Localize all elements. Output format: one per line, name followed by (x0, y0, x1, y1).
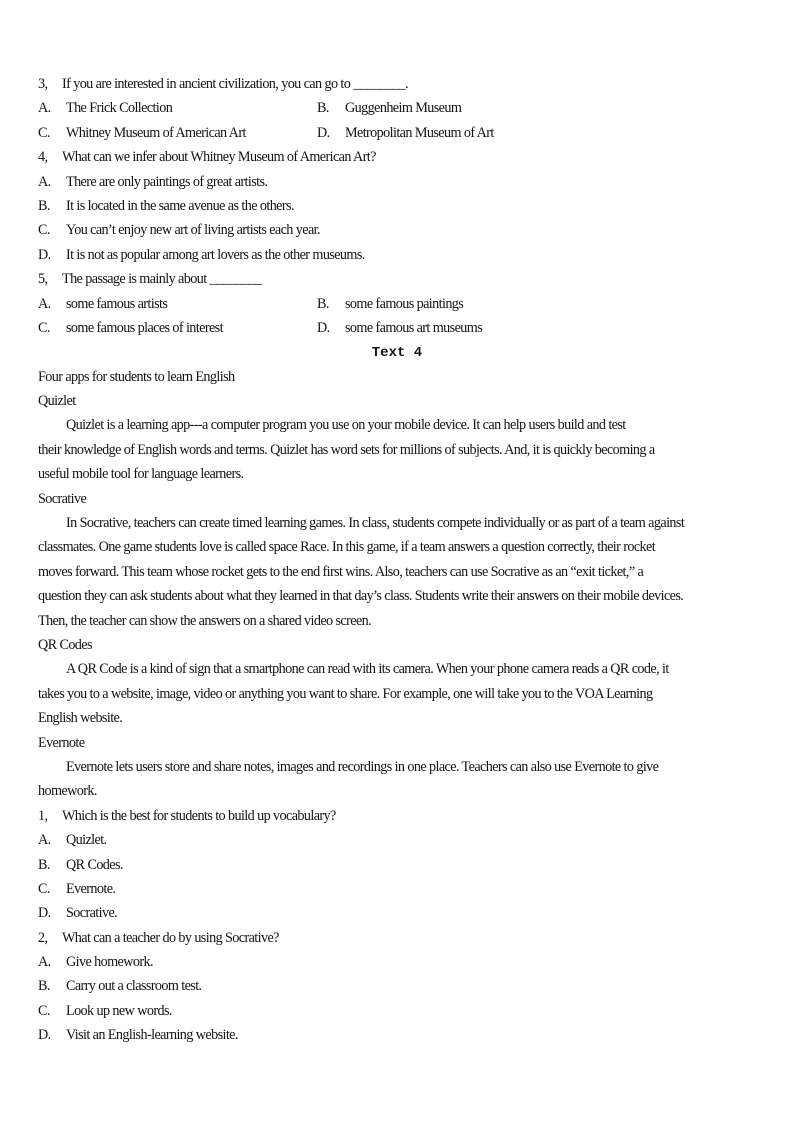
option-letter: D. (38, 905, 51, 922)
question-line (38, 267, 756, 291)
paragraph-line (38, 462, 756, 486)
option-text: Evernote. (66, 880, 116, 897)
section-label (38, 731, 756, 755)
option-text: Whitney Museum of American Art (66, 124, 246, 141)
option-line (38, 218, 756, 242)
option-letter: B. (317, 295, 329, 312)
paragraph-line (38, 609, 756, 633)
section-label (38, 389, 756, 413)
document-content (38, 72, 756, 1048)
option-line (38, 901, 756, 925)
paragraph-text: useful mobile tool for language learners. (38, 466, 244, 483)
question-number: 3, (38, 76, 48, 92)
paragraph-text: their knowledge of English words and terms. Quizlet has word sets for millions of subjects. And, it is quickly becoming a (38, 441, 655, 458)
option-letter: B. (38, 197, 50, 214)
option-text: Metropolitan Museum of Art (345, 124, 494, 141)
question-number: 4, (38, 149, 48, 166)
text-section-heading-label: Text 4 (371, 345, 423, 362)
option-line (38, 170, 756, 194)
paragraph-text: homework. (38, 783, 97, 800)
paragraph-line (38, 535, 756, 559)
options-row (38, 121, 756, 145)
option-letter: C. (38, 124, 50, 141)
option-line (38, 877, 756, 901)
option-item (317, 121, 756, 145)
question-line (38, 72, 756, 96)
option-text: Socrative. (66, 905, 118, 922)
option-text: Give homework. (66, 954, 153, 971)
option-text: Guggenheim Museum (345, 100, 462, 117)
paragraph-line (38, 584, 756, 608)
option-item (38, 121, 317, 145)
question-text: The passage is mainly about ________ (62, 271, 262, 288)
option-line (38, 1023, 756, 1047)
question-number: 1, (38, 807, 48, 824)
option-text: It is not as popular among art lovers as the other museums. (66, 246, 365, 263)
option-letter: B. (38, 978, 50, 995)
section-label-text: Quizlet (38, 393, 76, 410)
option-line (38, 243, 756, 267)
option-item (38, 96, 317, 120)
option-line (38, 828, 756, 852)
option-text: There are only paintings of great artists. (66, 173, 268, 190)
question-number: 5, (38, 271, 48, 288)
option-text: It is located in the same avenue as the others. (66, 197, 294, 214)
option-letter: A. (38, 832, 51, 849)
text-section-heading (38, 340, 756, 364)
paragraph-line (38, 779, 756, 803)
paragraph-text: Evernote lets users store and share notes, images and recordings in one place. Teachers can also use Evernote to give (66, 758, 659, 775)
option-letter: A. (38, 954, 51, 971)
option-text: some famous art museums (345, 319, 483, 336)
option-text: some famous paintings (345, 295, 464, 312)
option-letter: D. (38, 1027, 51, 1044)
paragraph-line (38, 511, 756, 535)
option-line (38, 950, 756, 974)
paragraph-text: English website. (38, 710, 123, 727)
option-letter: C. (38, 1002, 50, 1019)
option-line (38, 999, 756, 1023)
option-text: Visit an English-learning website. (66, 1027, 238, 1044)
option-text: The Frick Collection (66, 100, 173, 117)
paragraph-text: Quizlet is a learning app---a computer program you use on your mobile device. It can help users build and test (66, 417, 626, 434)
paragraph-line (38, 438, 756, 462)
option-line (38, 974, 756, 998)
option-item (317, 316, 756, 340)
section-label-text: Evernote (38, 734, 85, 751)
option-item (38, 292, 317, 316)
section-label-text: QR Codes (38, 636, 92, 653)
paragraph-text: Then, the teacher can show the answers on a shared video screen. (38, 612, 372, 629)
option-item (317, 292, 756, 316)
option-line (38, 194, 756, 218)
question-number: 2, (38, 929, 48, 946)
option-letter: B. (317, 100, 329, 117)
option-letter: D. (38, 246, 51, 263)
paragraph-text: In Socrative, teachers can create timed learning games. In class, students compete individually or as part of a team against (66, 515, 685, 532)
question-line (38, 926, 756, 950)
options-row (38, 316, 756, 340)
option-text: Look up new words. (66, 1002, 172, 1019)
question-text: Which is the best for students to build up vocabulary? (62, 807, 336, 824)
paragraph-line (38, 560, 756, 584)
question-text: What can we infer about Whitney Museum of American Art? (62, 149, 376, 166)
paragraph-line (38, 682, 756, 706)
paragraph-text: takes you to a website, image, video or anything you want to share. For example, one will take you to the VOA Learning (38, 685, 653, 702)
option-text: some famous places of interest (66, 319, 223, 336)
question-line (38, 145, 756, 169)
section-label-text: Four apps for students to learn English (38, 368, 235, 385)
option-text: You can’t enjoy new art of living artists each year. (66, 222, 320, 239)
question-text: What can a teacher do by using Socrative? (62, 929, 279, 946)
paragraph-text: moves forward. This team whose rocket gets to the end first wins. Also, teachers can use Socrative as an “exit ticket,” a (38, 563, 644, 580)
option-letter: D. (317, 319, 330, 336)
option-letter: C. (38, 222, 50, 239)
paragraph-line (38, 657, 756, 681)
option-text: Quizlet. (66, 832, 107, 849)
paragraph-line (38, 755, 756, 779)
paragraph-text: A QR Code is a kind of sign that a smartphone can read with its camera. When your phone camera reads a QR code, it (66, 661, 669, 678)
option-text: QR Codes. (66, 856, 123, 873)
section-label-text: Socrative (38, 490, 87, 507)
option-letter: D. (317, 124, 330, 141)
option-letter: C. (38, 319, 50, 336)
option-letter: A. (38, 295, 51, 312)
option-letter: C. (38, 880, 50, 897)
option-letter: A. (38, 100, 51, 117)
section-label (38, 365, 756, 389)
option-line (38, 853, 756, 877)
paragraph-text: question they can ask students about what they learned in that day’s class. Students write their answers on their mobile devices. (38, 588, 684, 605)
section-label (38, 487, 756, 511)
options-row (38, 292, 756, 316)
paragraph-line (38, 706, 756, 730)
option-letter: B. (38, 856, 50, 873)
option-item (317, 96, 756, 120)
paragraph-line (38, 413, 756, 437)
question-text: If you are interested in ancient civilization, you can go to ________. (62, 76, 409, 92)
option-text: some famous artists (66, 295, 168, 312)
options-row (38, 96, 756, 120)
option-item (38, 316, 317, 340)
option-letter: A. (38, 173, 51, 190)
section-label (38, 633, 756, 657)
paragraph-text: classmates. One game students love is called space Race. In this game, if a team answers a question correctly, their rocket (38, 539, 656, 556)
option-text: Carry out a classroom test. (66, 978, 202, 995)
question-line (38, 804, 756, 828)
